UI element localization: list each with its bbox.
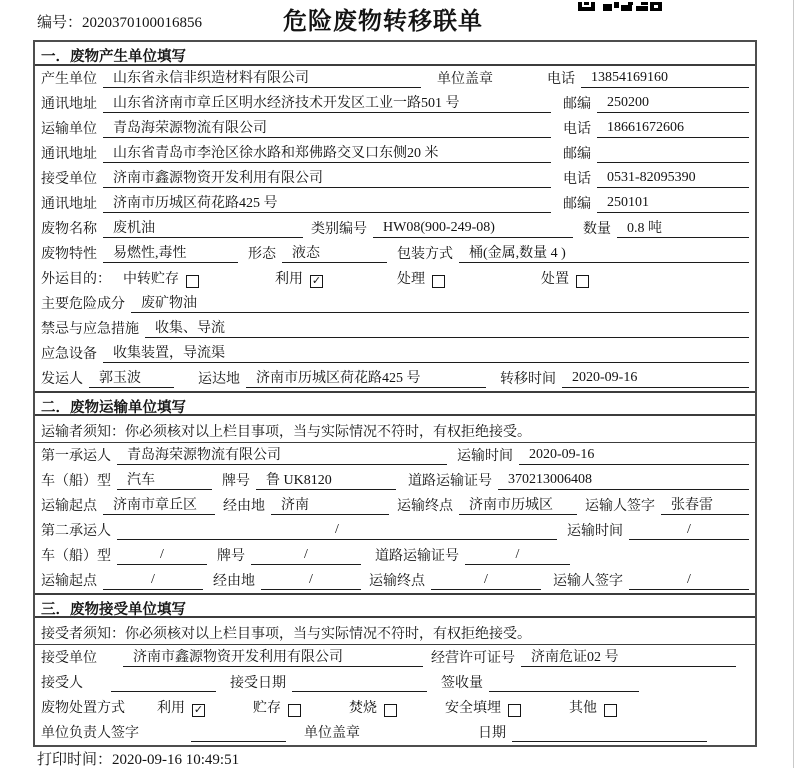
row-waste-name xyxy=(35,216,755,241)
row-receiver-address xyxy=(35,191,755,216)
receiver-notice: 接受者须知：你必须核对以上栏目事项，当与实际情况不符时，有权拒绝接受。 xyxy=(35,618,755,645)
section2-header: 二．废物运输单位填写 xyxy=(35,391,755,416)
carrier2-label: 第二承运人 xyxy=(41,524,111,539)
row-transporter-address xyxy=(35,141,755,166)
end1-label: 运输终点 xyxy=(397,499,453,514)
row-carrier2 xyxy=(35,518,755,543)
purpose-label: 外运目的： xyxy=(41,272,111,287)
acceptor-label: 接受人 xyxy=(41,676,83,691)
checkbox-purpose-use xyxy=(310,275,323,288)
row-responsible-sign xyxy=(35,720,755,745)
transporter-value: 青岛海荣源物流有限公司 xyxy=(103,117,551,138)
addr2-label: 通讯地址 xyxy=(41,147,97,162)
date-label: 日期 xyxy=(478,726,506,741)
vehicle2-label: 车（船）型 xyxy=(41,549,111,564)
accept-unit-value: 济南市鑫源物资开发利用有限公司 xyxy=(123,646,423,667)
purpose-option-storage-label: 中转贮存 xyxy=(123,272,179,287)
received-qty-label: 签收量 xyxy=(441,676,483,691)
plate1-value: 鲁 UK8120 xyxy=(256,469,396,490)
document-header xyxy=(0,0,796,40)
page-title: 危险废物转移联单 xyxy=(283,8,483,35)
equipment-label: 应急设备 xyxy=(41,347,97,362)
vehicle1-value: 汽车 xyxy=(117,469,212,490)
packaging-label: 包装方式 xyxy=(397,247,453,262)
checkbox-disposal-use xyxy=(192,704,205,717)
responsible-sign-label: 单位负责人签字 xyxy=(41,726,139,741)
origin1-value: 济南市章丘区 xyxy=(103,494,215,515)
hazard-value: 废矿物油 xyxy=(131,292,749,313)
phone1-value: 13854169160 xyxy=(581,70,749,88)
phone2-label: 电话 xyxy=(563,122,591,137)
end2-value: / xyxy=(431,572,541,590)
category-value: HW08(900-249-08) xyxy=(373,220,573,238)
row-producer-address xyxy=(35,91,755,116)
row-carrier1 xyxy=(35,443,755,468)
phone3-label: 电话 xyxy=(563,172,591,187)
checkbox-disposal-landfill xyxy=(508,704,521,717)
taboo-label: 禁忌与应急措施 xyxy=(41,322,139,337)
via2-label: 经由地 xyxy=(213,574,255,589)
time2-value: / xyxy=(629,522,749,540)
transfer-date-value: 2020-09-16 xyxy=(562,370,749,388)
property-value: 易燃性,毒性 xyxy=(103,242,238,263)
transporter-notice: 运输者须知：你必须核对以上栏目事项，当与实际情况不符时，有权拒绝接受。 xyxy=(35,416,755,443)
row-disposal xyxy=(35,695,755,720)
origin2-label: 运输起点 xyxy=(41,574,97,589)
packaging-value: 桶(金属,数量 4 ) xyxy=(459,242,749,263)
date-value xyxy=(512,724,707,742)
via1-value: 济南 xyxy=(271,494,389,515)
license-label: 经营许可证号 xyxy=(431,651,515,666)
via2-value: / xyxy=(261,572,361,590)
sign1-value: 张春雷 xyxy=(661,494,749,515)
license-value: 济南危证02 号 xyxy=(521,646,736,667)
serial-label: 编号： xyxy=(37,15,83,31)
section3-header: 三．废物接受单位填写 xyxy=(35,593,755,618)
check-mark-icon: ✓ xyxy=(193,703,204,716)
purpose-option-use-label: 利用 xyxy=(275,272,303,287)
row-consignor xyxy=(35,366,755,391)
row-acceptor xyxy=(35,670,755,695)
responsible-sign-value xyxy=(191,724,286,742)
waste-name-label: 废物名称 xyxy=(41,222,97,237)
addr1-label: 通讯地址 xyxy=(41,97,97,112)
time2-label: 运输时间 xyxy=(567,524,623,539)
producer-value: 山东省永信非织造材料有限公司 xyxy=(103,67,421,88)
checkbox-purpose-storage xyxy=(186,275,199,288)
vehicle1-label: 车（船）型 xyxy=(41,474,111,489)
quantity-value: 0.8 吨 xyxy=(617,217,749,238)
producer-label: 产生单位 xyxy=(41,72,97,87)
origin1-label: 运输起点 xyxy=(41,499,97,514)
hazard-label: 主要危险成分 xyxy=(41,297,125,312)
transporter-label: 运输单位 xyxy=(41,122,97,137)
row-receiver xyxy=(35,166,755,191)
end1-value: 济南市历城区 xyxy=(459,494,577,515)
disposal-option-landfill-label: 安全填埋 xyxy=(445,701,501,716)
row-vehicle2 xyxy=(35,543,755,568)
taboo-value: 收集、导流 xyxy=(145,317,749,338)
accept-unit-label: 接受单位 xyxy=(41,651,97,666)
row-transporter xyxy=(35,116,755,141)
row-producer xyxy=(35,66,755,91)
disposal-option-other-label: 其他 xyxy=(569,701,597,716)
print-time-value: 2020-09-16 10:49:51 xyxy=(112,752,240,768)
destination-label: 运达地 xyxy=(198,372,240,387)
zip3-value: 250101 xyxy=(597,195,749,213)
row-waste-property xyxy=(35,241,755,266)
equipment-value: 收集装置，导流渠 xyxy=(103,342,749,363)
time1-label: 运输时间 xyxy=(457,449,513,464)
row-purpose xyxy=(35,266,755,291)
accept-date-label: 接受日期 xyxy=(230,676,286,691)
checkbox-disposal-store xyxy=(288,704,301,717)
disposal-option-store-label: 贮存 xyxy=(253,701,281,716)
form-label: 形态 xyxy=(248,247,276,262)
zip1-value: 250200 xyxy=(597,95,749,113)
row-accept-unit xyxy=(35,645,755,670)
sign1-label: 运输人签字 xyxy=(585,499,655,514)
carrier1-label: 第一承运人 xyxy=(41,449,111,464)
checkbox-disposal-burn xyxy=(384,704,397,717)
destination-value: 济南市历城区荷花路425 号 xyxy=(246,367,486,388)
page-edge-line xyxy=(793,0,794,768)
row-taboo xyxy=(35,316,755,341)
receiver-value: 济南市鑫源物资开发利用有限公司 xyxy=(103,167,551,188)
phone1-label: 电话 xyxy=(547,72,575,87)
quantity-label: 数量 xyxy=(583,222,611,237)
row-hazard xyxy=(35,291,755,316)
purpose-option-dispose-label: 处置 xyxy=(541,272,569,287)
phone3-value: 0531-82095390 xyxy=(597,170,749,188)
sign2-value: / xyxy=(629,572,749,590)
transfer-form xyxy=(33,40,757,747)
unit-seal-label: 单位盖章 xyxy=(437,72,493,87)
plate2-value: / xyxy=(251,547,361,565)
sign2-label: 运输人签字 xyxy=(553,574,623,589)
row-route2 xyxy=(35,568,755,593)
disposal-option-burn-label: 焚烧 xyxy=(349,701,377,716)
property-label: 废物特性 xyxy=(41,247,97,262)
waste-name-value: 废机油 xyxy=(103,217,303,238)
disposal-label: 废物处置方式 xyxy=(41,701,125,716)
row-vehicle1 xyxy=(35,468,755,493)
permit2-value: / xyxy=(465,547,570,565)
category-label: 类别编号 xyxy=(311,222,367,237)
zip1-label: 邮编 xyxy=(563,97,591,112)
checkbox-disposal-other xyxy=(604,704,617,717)
addr3-label: 通讯地址 xyxy=(41,197,97,212)
zip3-label: 邮编 xyxy=(563,197,591,212)
carrier1-value: 青岛海荣源物流有限公司 xyxy=(117,444,447,465)
end2-label: 运输终点 xyxy=(369,574,425,589)
vehicle2-value: / xyxy=(117,547,207,565)
permit1-value: 370213006408 xyxy=(498,472,749,490)
unit-seal2-label: 单位盖章 xyxy=(304,726,360,741)
plate1-label: 牌号 xyxy=(222,474,250,489)
checkbox-purpose-treat xyxy=(432,275,445,288)
permit2-label: 道路运输证号 xyxy=(375,549,459,564)
zip2-value xyxy=(597,145,749,163)
checkbox-purpose-dispose xyxy=(576,275,589,288)
serial-value: 2020370100016856 xyxy=(82,15,203,31)
zip2-label: 邮编 xyxy=(563,147,591,162)
addr1-value: 山东省济南市章丘区明水经济技术开发区工业一路501 号 xyxy=(103,92,551,113)
purpose-option-treat-label: 处理 xyxy=(397,272,425,287)
check-mark-icon: ✓ xyxy=(311,274,322,287)
form-value: 液态 xyxy=(282,242,387,263)
consignor-label: 发运人 xyxy=(41,372,83,387)
received-qty-value xyxy=(489,674,639,692)
receiver-label: 接受单位 xyxy=(41,172,97,187)
time1-value: 2020-09-16 xyxy=(519,447,749,465)
row-equipment xyxy=(35,341,755,366)
addr3-value: 济南市历城区荷花路425 号 xyxy=(103,192,551,213)
origin2-value: / xyxy=(103,572,203,590)
phone2-value: 18661672606 xyxy=(597,120,749,138)
disposal-option-use-label: 利用 xyxy=(157,701,185,716)
print-time xyxy=(37,748,239,769)
section1-header: 一．废物产生单位填写 xyxy=(35,42,755,66)
permit1-label: 道路运输证号 xyxy=(408,474,492,489)
carrier2-value: / xyxy=(117,522,557,540)
print-time-label: 打印时间： xyxy=(37,752,113,768)
via1-label: 经由地 xyxy=(223,499,265,514)
transfer-date-label: 转移时间 xyxy=(500,372,556,387)
row-route1 xyxy=(35,493,755,518)
plate2-label: 牌号 xyxy=(217,549,245,564)
consignor-value: 郭玉波 xyxy=(89,367,174,388)
acceptor-value xyxy=(111,674,216,692)
addr2-value: 山东省青岛市李沧区徐水路和郑佛路交叉口东侧20 米 xyxy=(103,142,551,163)
accept-date-value xyxy=(292,674,427,692)
